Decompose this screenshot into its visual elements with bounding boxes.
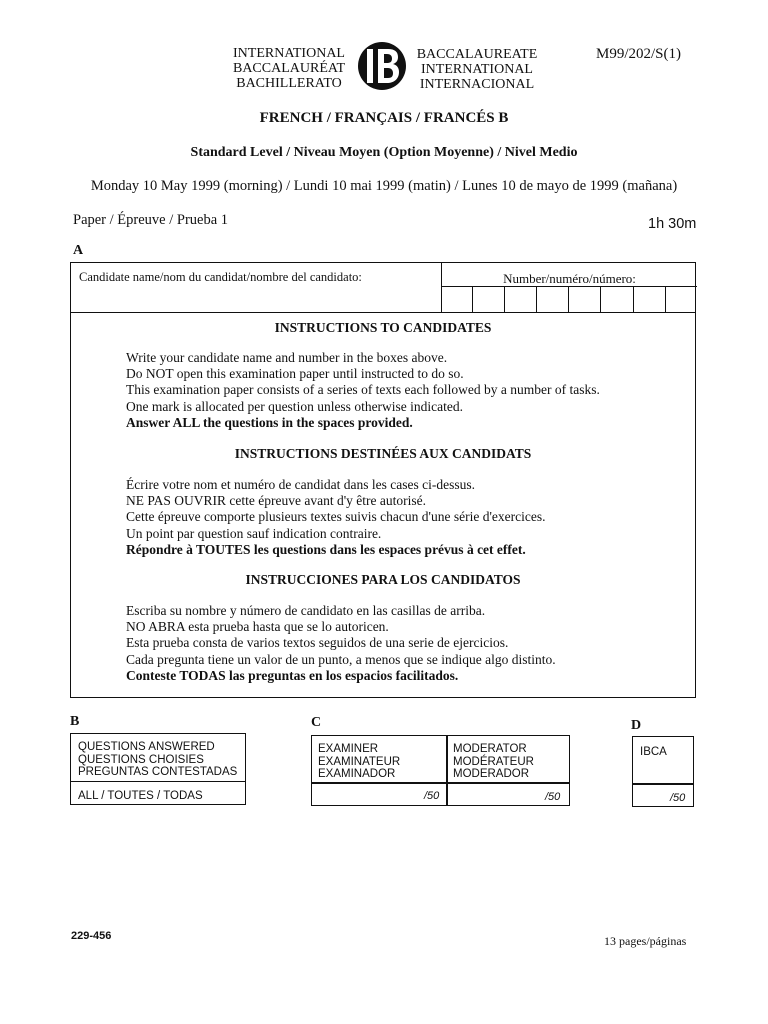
instruction-line: Esta prueba consta de varios textos seguidos de una serie de ejercicios. <box>126 635 509 651</box>
questions-answered-value: ALL / TOUTES / TODAS <box>78 790 203 802</box>
moderator-line: MODERADOR <box>453 768 530 780</box>
level-title: Standard Level / Niveau Moyen (Option Moyenne) / Nivel Medio <box>190 145 578 160</box>
number-cell[interactable] <box>569 287 601 313</box>
header-left-line: INTERNATIONAL <box>233 46 345 61</box>
page-count: 13 pages/páginas <box>604 934 687 948</box>
section-c-box <box>311 735 570 806</box>
section-c-hline <box>312 782 569 784</box>
paper-number: Paper / Épreuve / Prueba 1 <box>73 212 229 228</box>
instructions-heading-fr: INSTRUCTIONS DESTINÉES AUX CANDIDATS <box>234 446 532 461</box>
candidate-row <box>71 263 695 313</box>
instruction-bold-line: Answer ALL the questions in the spaces provided. <box>126 414 413 430</box>
instructions-en <box>126 350 600 431</box>
questions-answered-line: PREGUNTAS CONTESTADAS <box>78 766 238 778</box>
moderator-score[interactable]: /50 <box>545 791 561 803</box>
instruction-line: Cada pregunta tiene un valor de un punto, a menos que se indique algo distinto. <box>126 651 556 667</box>
moderator-line: MODÉRATEUR <box>453 755 534 768</box>
section-c-divider <box>446 736 448 805</box>
exam-code: M99/202/S(1) <box>596 46 682 62</box>
exam-duration: 1h 30m <box>648 216 697 232</box>
number-cell[interactable] <box>634 287 666 313</box>
number-cell[interactable] <box>505 287 537 313</box>
header-right-line: INTERNATIONAL <box>421 62 533 77</box>
number-cell[interactable] <box>473 287 505 313</box>
ibca-score[interactable]: /50 <box>670 792 686 804</box>
instruction-line: Cette épreuve comporte plusieurs textes suivis chacun d'une série d'exercices. <box>126 509 546 525</box>
section-d-box <box>632 736 694 807</box>
number-cell[interactable] <box>601 287 633 313</box>
moderator-line: MODERATOR <box>453 743 527 755</box>
instruction-line: This examination paper consists of a series of texts each followed by a number of tasks. <box>126 382 600 398</box>
questions-answered-line: QUESTIONS ANSWERED <box>78 741 215 753</box>
section-d-letter: D <box>631 718 642 733</box>
header-right-names <box>412 47 542 92</box>
subject-title: FRENCH / FRANÇAIS / FRANCÉS B <box>259 110 509 126</box>
questions-answered-line: QUESTIONS CHOISIES <box>78 753 204 766</box>
examiner-line: EXAMINER <box>318 743 379 755</box>
header-left-line: BACCALAURÉAT <box>232 61 345 76</box>
instruction-line: Escriba su nombre y número de candidato en las casillas de arriba. <box>126 603 486 618</box>
instruction-line: NO ABRA esta prueba hasta que se lo autoricen. <box>126 619 389 635</box>
section-a-letter: A <box>73 243 84 258</box>
ibca-label: IBCA <box>640 746 667 758</box>
moderator-label <box>453 743 534 781</box>
questions-answered-label <box>78 741 237 779</box>
instruction-line: Un point par question sauf indication contraire. <box>126 525 382 541</box>
section-a-box <box>70 262 696 698</box>
number-cell[interactable] <box>537 287 569 313</box>
candidate-number-label: Number/numéro/número: <box>503 271 636 286</box>
instructions-heading-en: INSTRUCTIONS TO CANDIDATES <box>274 320 492 335</box>
instruction-bold-line: Répondre à TOUTES les questions dans les espaces prévus à cet effet. <box>126 541 526 557</box>
section-d-hline <box>633 783 693 785</box>
instruction-bold-line: Conteste TODAS las preguntas en los espacios facilitados. <box>126 667 459 683</box>
number-cell[interactable] <box>442 287 473 313</box>
instructions-es <box>126 603 556 684</box>
header-left-line: BACHILLERATO <box>236 76 342 91</box>
header-right-line: INTERNACIONAL <box>419 77 535 92</box>
examiner-label <box>318 743 400 781</box>
header-left-names <box>224 46 354 91</box>
document-code: 229-456 <box>71 930 112 942</box>
instruction-line: Do NOT open this examination paper until instructed to do so. <box>126 366 464 382</box>
candidate-number-cells[interactable] <box>442 286 697 313</box>
examiner-line: EXAMINADOR <box>318 768 396 780</box>
candidate-name-label: Candidate name/nom du candidat/nombre del candidato: <box>79 270 362 284</box>
section-b-letter: B <box>70 714 80 729</box>
instructions-fr <box>126 477 545 558</box>
instruction-line: Écrire votre nom et numéro de candidat dans les cases ci-dessus. <box>126 477 476 492</box>
questions-answered-cell <box>71 734 245 782</box>
section-b-box <box>70 733 246 805</box>
exam-date: Monday 10 May 1999 (morning) / Lundi 10 mai 1999 (matin) / Lunes 10 de mayo de 1999 (mañana) <box>90 178 678 194</box>
instruction-line: NE PAS OUVRIR cette épreuve avant d'y être autorisé. <box>126 493 426 509</box>
section-c-letter: C <box>311 715 322 730</box>
candidate-number-box <box>441 263 697 312</box>
examiner-score[interactable]: /50 <box>424 790 440 802</box>
instructions-heading-es: INSTRUCCIONES PARA LOS CANDIDATOS <box>245 572 521 587</box>
header-right-line: BACCALAUREATE <box>416 47 538 62</box>
number-cell[interactable] <box>666 287 697 313</box>
instruction-line: Write your candidate name and number in the boxes above. <box>126 350 448 365</box>
examiner-line: EXAMINATEUR <box>318 755 401 768</box>
instruction-line: One mark is allocated per question unless otherwise indicated. <box>126 398 464 414</box>
ib-logo-icon <box>354 40 410 92</box>
